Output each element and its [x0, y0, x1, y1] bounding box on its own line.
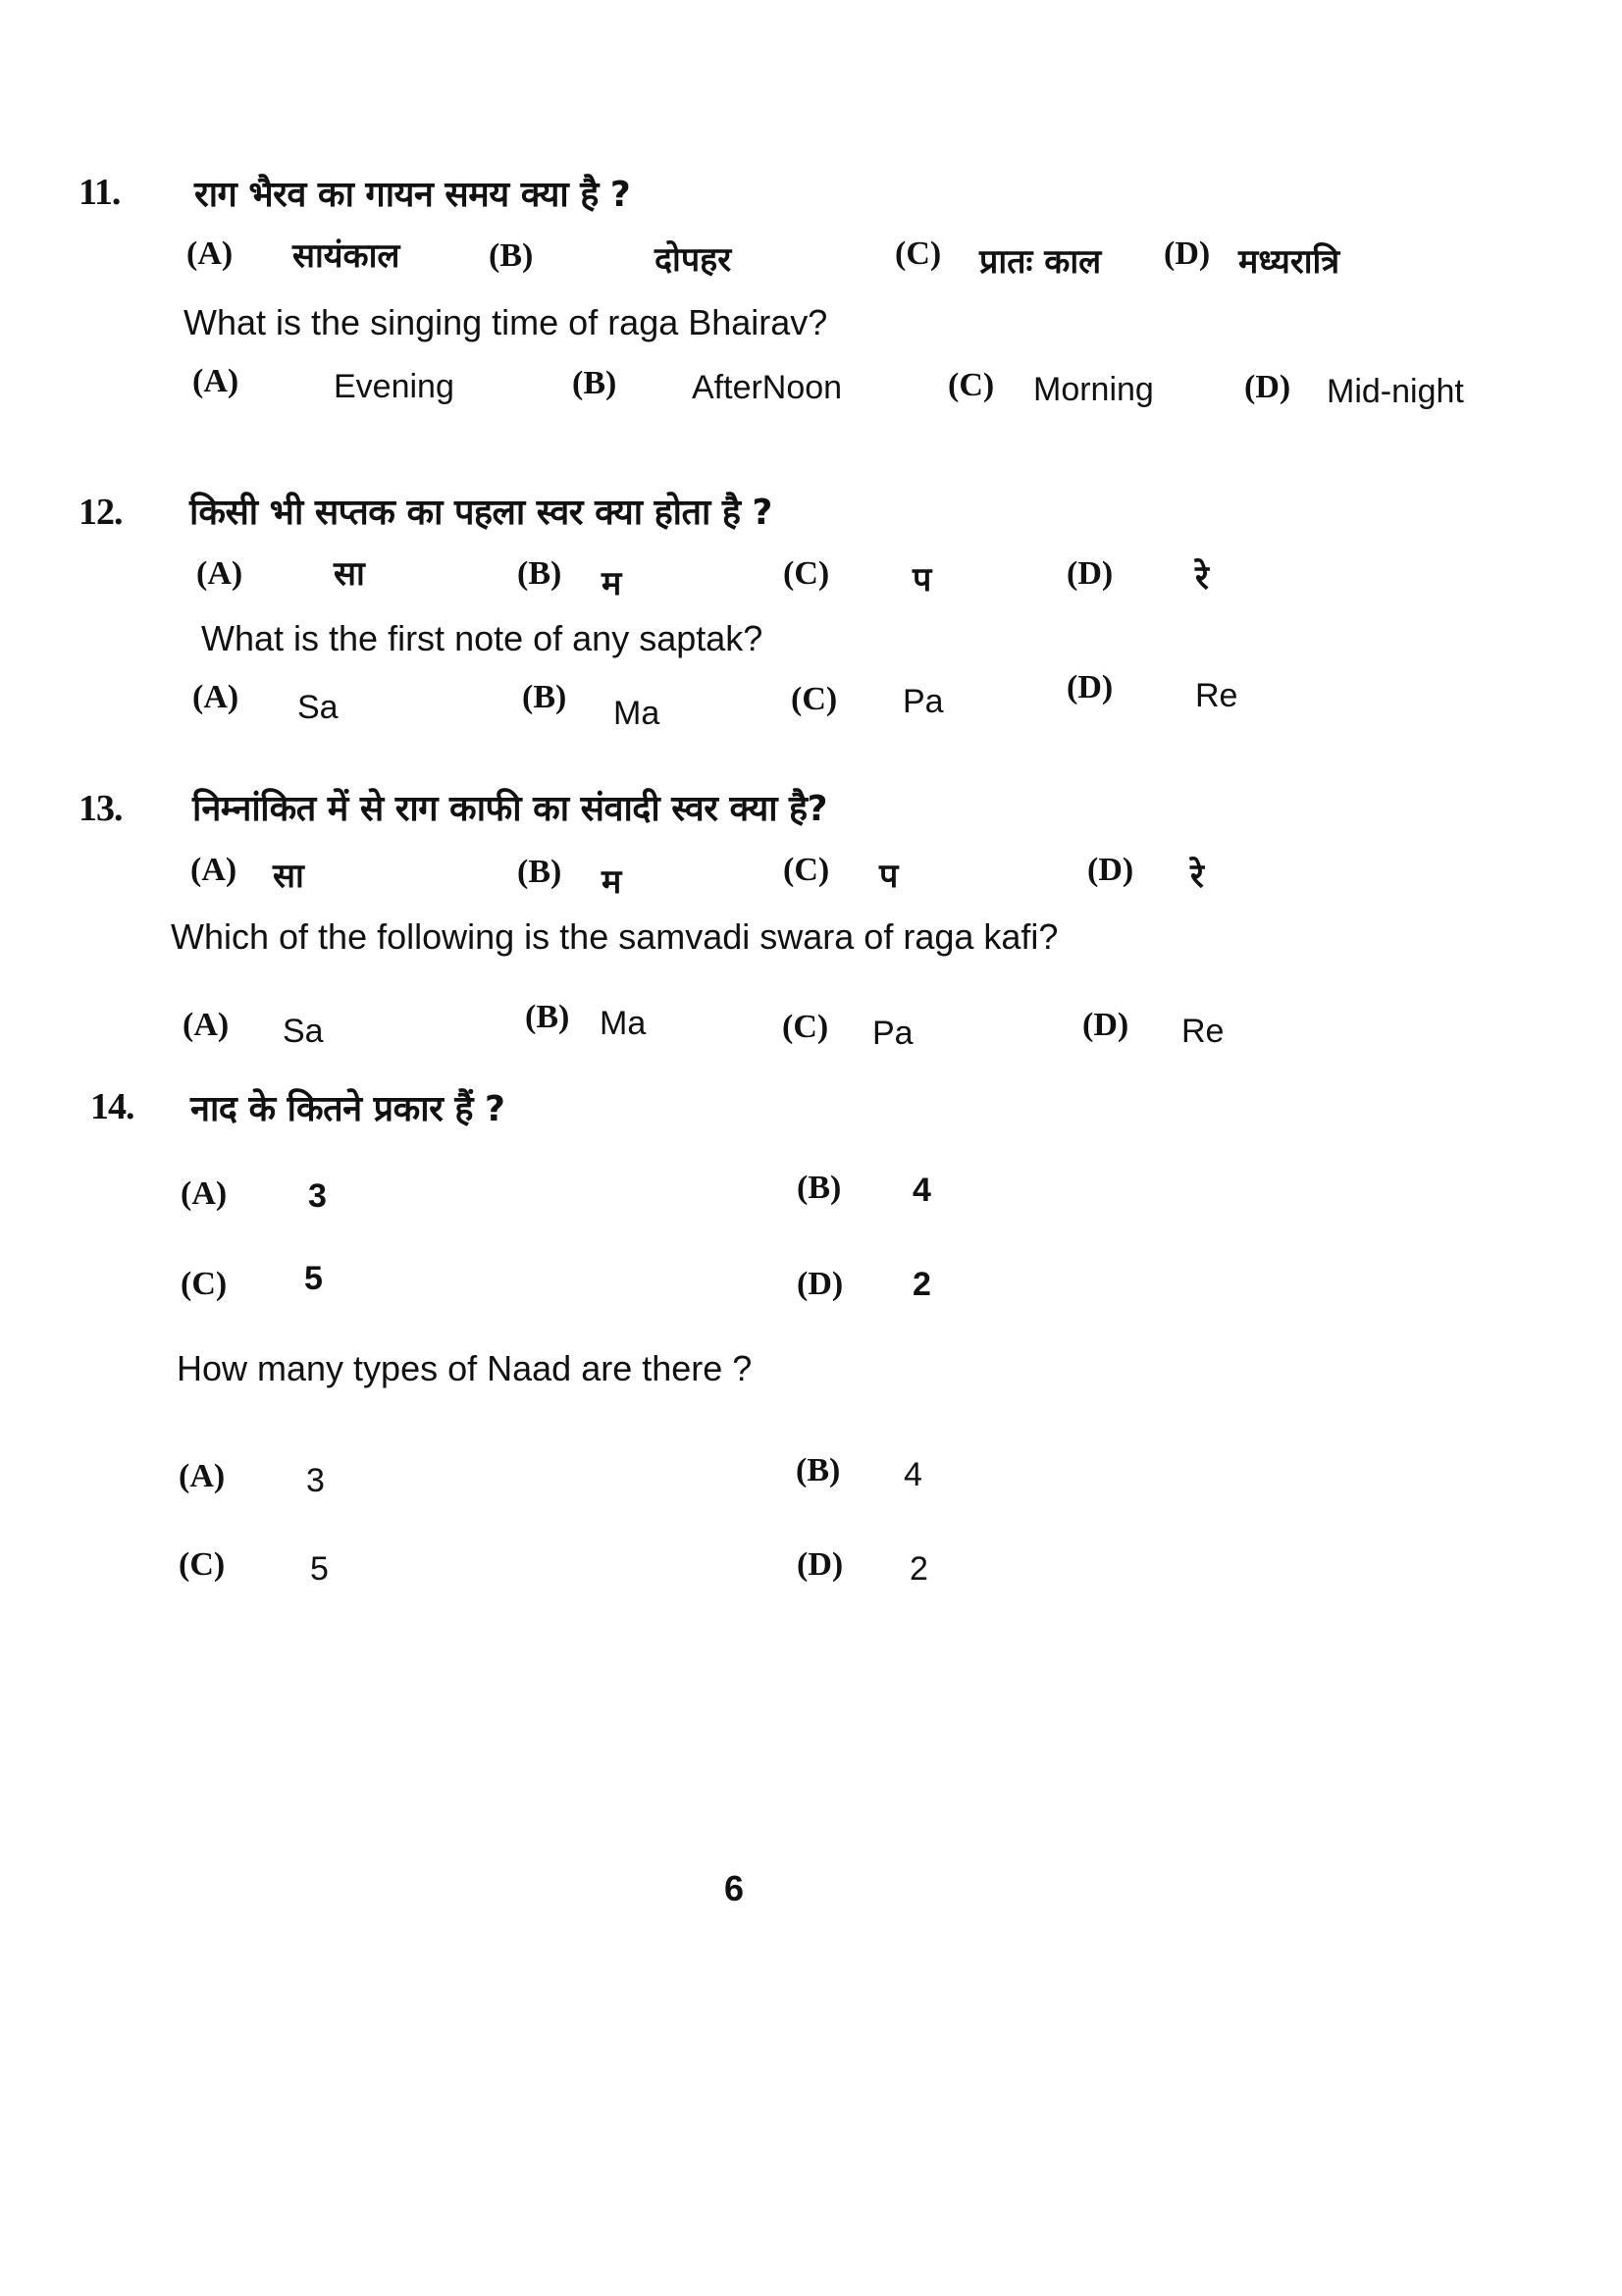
- option-label: (A): [190, 852, 237, 888]
- option-label: (D): [1244, 369, 1291, 405]
- question-text-hindi: नाद के कितने प्रकार हैं ?: [190, 1089, 505, 1129]
- option-text-hindi: सायंकाल: [292, 236, 400, 276]
- option-label: (C): [181, 1266, 228, 1302]
- option-text-english: 4: [904, 1456, 922, 1493]
- option-text-hindi: दोपहर: [654, 240, 732, 280]
- option-text-english: AfterNoon: [692, 369, 843, 406]
- option-text-hindi: 5: [304, 1260, 323, 1297]
- question-text-english: What is the first note of any saptak?: [201, 618, 763, 658]
- option-text-hindi: म: [602, 564, 622, 603]
- option-text-hindi: सा: [334, 554, 365, 594]
- question-text-hindi: किसी भी सप्तक का पहला स्वर क्या होता है ?: [189, 493, 772, 533]
- option-label: (D): [797, 1266, 844, 1302]
- option-label: (C): [948, 367, 995, 403]
- question-text-hindi: राग भैरव का गायन समय क्या है ?: [194, 175, 631, 215]
- option-label: (A): [181, 1175, 228, 1212]
- option-label: (C): [783, 852, 830, 888]
- option-label: (A): [186, 235, 234, 272]
- option-label: (D): [1164, 235, 1211, 272]
- option-text-english: Sa: [297, 689, 339, 726]
- option-text-english: Pa: [872, 1015, 914, 1052]
- option-label: (C): [783, 555, 830, 592]
- option-label: (D): [1087, 852, 1134, 888]
- page-number: 6: [724, 1868, 745, 1908]
- option-label: (A): [192, 679, 239, 715]
- option-text-english: 5: [310, 1550, 329, 1588]
- option-label: (C): [782, 1009, 829, 1045]
- question-number: 13.: [78, 788, 123, 829]
- option-text-hindi: म: [602, 862, 622, 902]
- option-text-english: Ma: [600, 1005, 647, 1042]
- option-text-english: Pa: [903, 683, 944, 720]
- option-label: (B): [572, 365, 617, 401]
- option-text-hindi: रे: [1190, 857, 1204, 896]
- question-number: 11.: [78, 172, 121, 213]
- option-text-english: Re: [1181, 1013, 1225, 1050]
- option-label: (B): [522, 679, 567, 715]
- question-text-hindi: निम्नांकित में से राग काफी का संवादी स्वर क्या है?: [192, 789, 828, 829]
- option-text-hindi: प: [913, 560, 932, 600]
- option-text-english: Ma: [613, 695, 660, 732]
- option-label: (A): [183, 1007, 230, 1043]
- option-label: (D): [1082, 1007, 1129, 1043]
- question-text-english: What is the singing time of raga Bhairav?: [183, 302, 828, 342]
- option-label: (D): [1067, 555, 1114, 592]
- option-text-hindi: रे: [1195, 558, 1209, 598]
- option-text-english: 2: [910, 1550, 928, 1588]
- option-label: (D): [797, 1546, 844, 1583]
- question-text-english: How many types of Naad are there ?: [177, 1348, 753, 1388]
- question-number: 14.: [90, 1086, 134, 1127]
- option-label: (B): [797, 1170, 842, 1206]
- option-label: (B): [517, 555, 562, 592]
- option-text-english: Evening: [334, 368, 454, 405]
- option-text-hindi: सा: [273, 857, 304, 896]
- option-text-english: Morning: [1033, 371, 1154, 408]
- option-label: (B): [517, 854, 562, 890]
- option-label: (D): [1067, 669, 1114, 705]
- option-text-hindi: 2: [913, 1266, 931, 1303]
- option-text-hindi: 3: [308, 1177, 327, 1215]
- option-label: (B): [489, 237, 534, 274]
- option-label: (A): [179, 1458, 226, 1494]
- option-text-english: 3: [306, 1462, 325, 1499]
- option-text-english: Re: [1195, 677, 1238, 714]
- question-number: 12.: [78, 492, 123, 533]
- option-label: (B): [525, 999, 570, 1035]
- question-text-english: Which of the following is the samvadi swara of raga kafi?: [171, 916, 1059, 957]
- option-label: (B): [796, 1452, 841, 1488]
- option-text-english: Mid-night: [1327, 373, 1464, 410]
- option-label: (A): [192, 363, 239, 399]
- option-label: (A): [196, 555, 243, 592]
- option-text-hindi: 4: [913, 1172, 931, 1209]
- option-label: (C): [179, 1546, 226, 1583]
- option-text-hindi: प्रातः काल: [979, 242, 1102, 282]
- option-text-english: Sa: [283, 1013, 324, 1050]
- option-text-hindi: प: [879, 857, 899, 896]
- option-label: (C): [895, 235, 942, 272]
- option-text-hindi: मध्यरात्रि: [1238, 242, 1340, 282]
- option-label: (C): [791, 681, 838, 717]
